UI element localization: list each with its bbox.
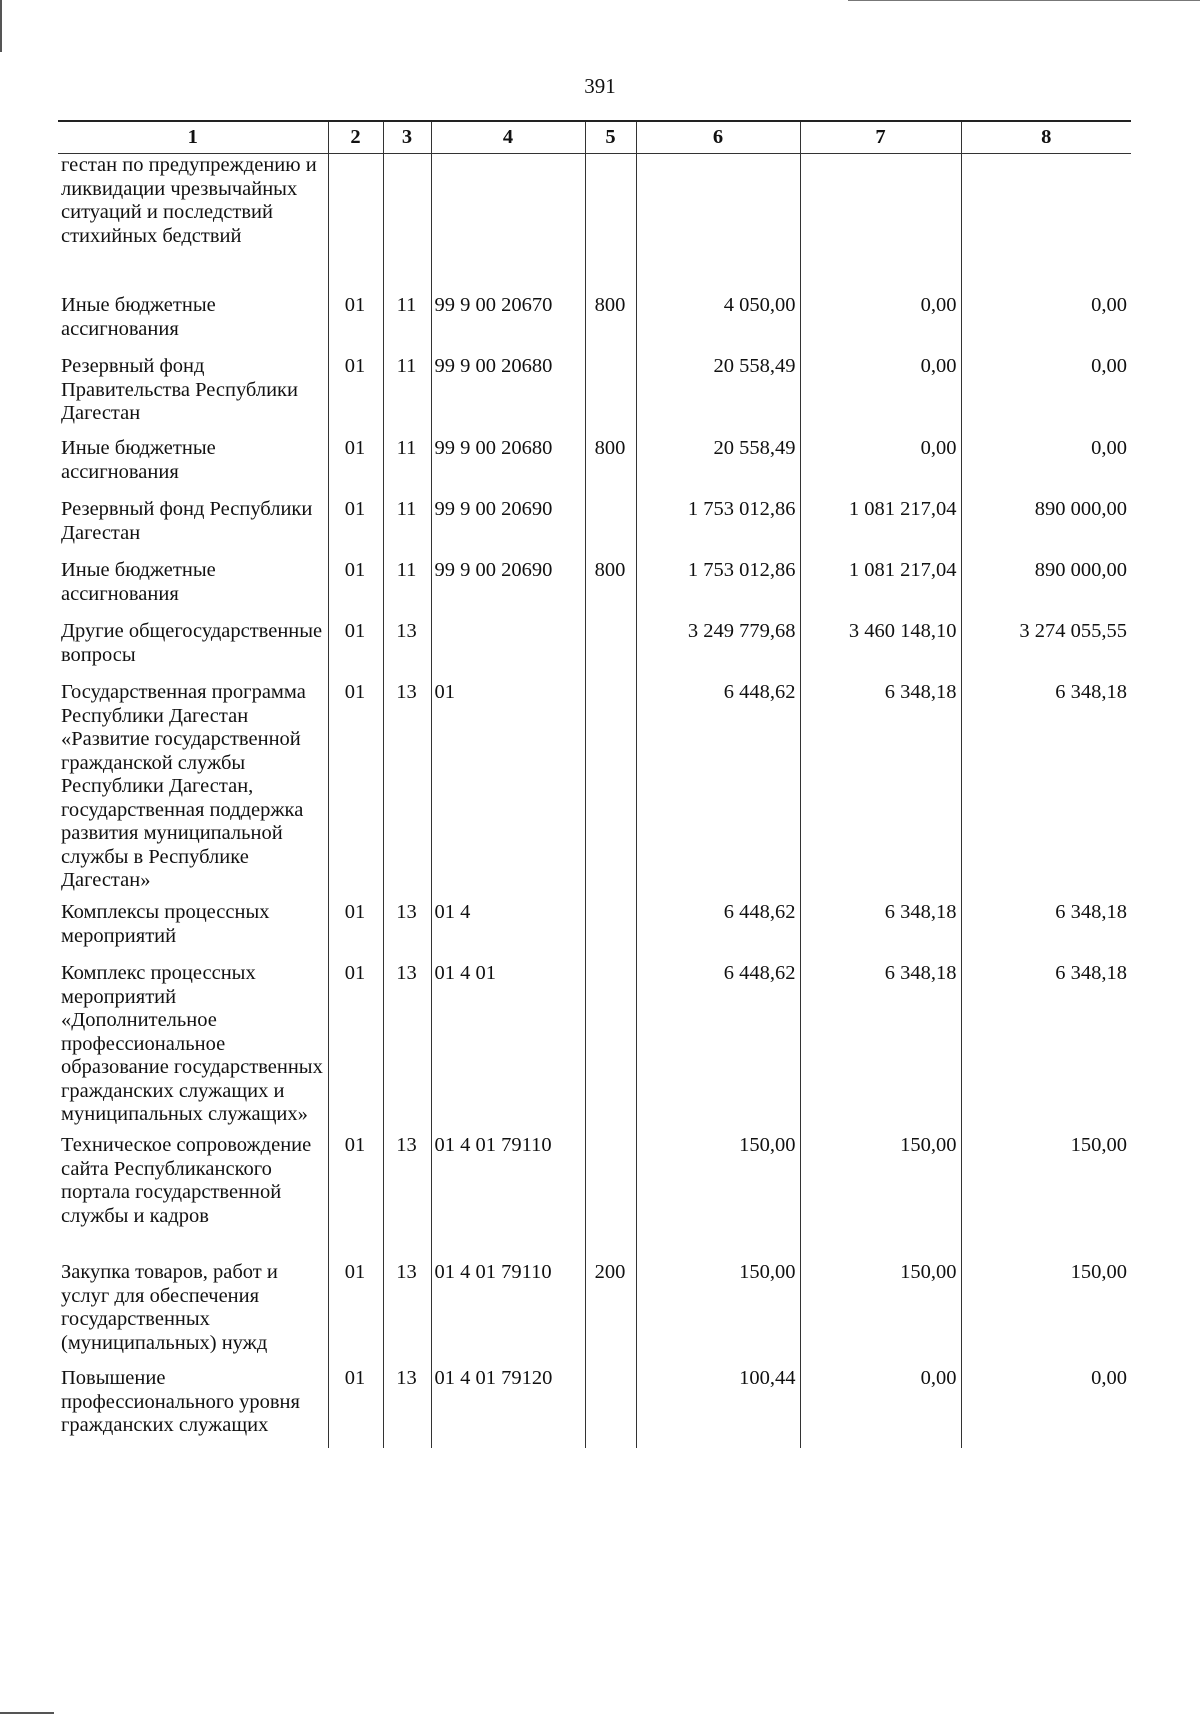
amount-year-1-cell: 3 249 779,68 <box>636 620 800 681</box>
subsection-code-cell: 11 <box>383 294 431 355</box>
table-row <box>58 681 1131 901</box>
section-code-cell: 01 <box>328 681 383 901</box>
row-name-cell: Иные бюджетные ассигнования <box>61 559 216 605</box>
amount-year-2-cell: 0,00 <box>800 1367 961 1448</box>
subsection-code-cell <box>383 154 431 295</box>
amount-year-1-cell: 100,44 <box>636 1367 800 1448</box>
subsection-code-cell: 11 <box>383 559 431 620</box>
expense-type-cell <box>585 1367 636 1448</box>
target-article-cell: 01 <box>431 681 585 901</box>
amount-year-3-cell: 890 000,00 <box>961 559 1131 620</box>
section-code-cell: 01 <box>328 294 383 355</box>
section-code-cell <box>328 154 383 295</box>
table-row <box>58 620 1131 681</box>
amount-year-3-cell: 150,00 <box>961 1134 1131 1261</box>
target-article-cell: 99 9 00 20690 <box>431 498 585 559</box>
amount-year-1-cell: 1 753 012,86 <box>636 498 800 559</box>
row-name-cell: Иные бюджетные ассигнования <box>61 437 216 483</box>
amount-year-3-cell: 890 000,00 <box>961 498 1131 559</box>
column-header: 1 <box>58 121 328 154</box>
table-row <box>58 559 1131 620</box>
section-code-cell: 01 <box>328 1261 383 1367</box>
row-name-cell: Иные бюджетные ассигнования <box>61 294 216 340</box>
table-row <box>58 154 1131 295</box>
amount-year-1-cell: 150,00 <box>636 1134 800 1261</box>
expense-type-cell: 800 <box>585 559 636 620</box>
amount-year-1-cell: 1 753 012,86 <box>636 559 800 620</box>
scan-edge-line-top <box>848 0 1200 1</box>
target-article-cell: 99 9 00 20690 <box>431 559 585 620</box>
row-name-cell: Государственная программа Республики Дагестан «Развитие государственной гражданской службы Республики Дагестан, государственная поддержка развития муниципальной службы в Республике Дагестан» <box>61 681 306 891</box>
expense-type-cell <box>585 498 636 559</box>
row-name-cell: Комплексы процессных мероприятий <box>61 901 270 947</box>
amount-year-3-cell: 3 274 055,55 <box>961 620 1131 681</box>
target-article-cell: 01 4 01 79120 <box>431 1367 585 1448</box>
subsection-code-cell: 13 <box>383 681 431 901</box>
row-name-cell: Закупка товаров, работ и услуг для обеспечения государственных (муниципальных) нужд <box>61 1261 278 1354</box>
expense-type-cell: 800 <box>585 437 636 498</box>
target-article-cell: 01 4 01 <box>431 962 585 1134</box>
amount-year-3-cell: 6 348,18 <box>961 901 1131 962</box>
amount-year-3-cell: 6 348,18 <box>961 962 1131 1134</box>
target-article-cell: 01 4 <box>431 901 585 962</box>
amount-year-3-cell <box>961 154 1131 295</box>
amount-year-1-cell: 4 050,00 <box>636 294 800 355</box>
table-body <box>58 154 1131 1449</box>
subsection-code-cell: 13 <box>383 620 431 681</box>
column-header: 6 <box>636 121 800 154</box>
subsection-code-cell: 11 <box>383 355 431 437</box>
subsection-code-cell: 11 <box>383 437 431 498</box>
row-name-cell: Комплекс процессных мероприятий «Дополнительное профессиональное образование государственных гражданских служащих и муниципальных служащих» <box>61 962 323 1125</box>
amount-year-2-cell <box>800 154 961 295</box>
amount-year-3-cell: 0,00 <box>961 294 1131 355</box>
target-article-cell: 99 9 00 20680 <box>431 355 585 437</box>
expense-type-cell <box>585 901 636 962</box>
target-article-cell: 99 9 00 20670 <box>431 294 585 355</box>
target-article-cell <box>431 154 585 295</box>
expense-type-cell <box>585 1134 636 1261</box>
target-article-cell: 99 9 00 20680 <box>431 437 585 498</box>
section-code-cell: 01 <box>328 901 383 962</box>
expense-type-cell <box>585 355 636 437</box>
row-name-cell: Другие общегосударственные вопросы <box>61 620 323 666</box>
column-header: 5 <box>585 121 636 154</box>
expense-type-cell: 800 <box>585 294 636 355</box>
table-row <box>58 901 1131 962</box>
table-row <box>58 962 1131 1134</box>
section-code-cell: 01 <box>328 498 383 559</box>
subsection-code-cell: 13 <box>383 1261 431 1367</box>
table-row <box>58 1261 1131 1367</box>
target-article-cell <box>431 620 585 681</box>
page-number: 391 <box>584 74 616 98</box>
amount-year-2-cell: 150,00 <box>800 1261 961 1367</box>
amount-year-1-cell <box>636 154 800 295</box>
table-row <box>58 1367 1131 1448</box>
amount-year-2-cell: 6 348,18 <box>800 901 961 962</box>
amount-year-3-cell: 6 348,18 <box>961 681 1131 901</box>
column-header: 4 <box>431 121 585 154</box>
column-header: 7 <box>800 121 961 154</box>
amount-year-1-cell: 6 448,62 <box>636 681 800 901</box>
section-code-cell: 01 <box>328 620 383 681</box>
subsection-code-cell: 13 <box>383 962 431 1134</box>
expense-type-cell <box>585 620 636 681</box>
section-code-cell: 01 <box>328 962 383 1134</box>
row-name-cell: Техническое сопровождение сайта Республиканского портала государственной службы и кадров <box>61 1134 312 1227</box>
amount-year-3-cell: 0,00 <box>961 437 1131 498</box>
amount-year-1-cell: 150,00 <box>636 1261 800 1367</box>
amount-year-3-cell: 0,00 <box>961 355 1131 437</box>
table-row <box>58 437 1131 498</box>
subsection-code-cell: 11 <box>383 498 431 559</box>
section-code-cell: 01 <box>328 559 383 620</box>
section-code-cell: 01 <box>328 1134 383 1261</box>
expense-type-cell <box>585 681 636 901</box>
scan-edge-line-left <box>0 0 2 52</box>
row-name-cell: гестан по предупреждению и ликвидации чрезвычайных ситуаций и последствий стихийных бедствий <box>61 154 317 247</box>
amount-year-2-cell: 6 348,18 <box>800 962 961 1134</box>
table-row <box>58 294 1131 355</box>
subsection-code-cell: 13 <box>383 1134 431 1261</box>
section-code-cell: 01 <box>328 437 383 498</box>
amount-year-2-cell: 0,00 <box>800 355 961 437</box>
table-row <box>58 355 1131 437</box>
column-header-row <box>58 121 1131 154</box>
amount-year-1-cell: 6 448,62 <box>636 962 800 1134</box>
amount-year-2-cell: 3 460 148,10 <box>800 620 961 681</box>
row-name-cell: Повышение профессионального уровня гражданских служащих <box>61 1367 300 1436</box>
amount-year-2-cell: 1 081 217,04 <box>800 498 961 559</box>
amount-year-3-cell: 150,00 <box>961 1261 1131 1367</box>
section-code-cell: 01 <box>328 355 383 437</box>
target-article-cell: 01 4 01 79110 <box>431 1261 585 1367</box>
section-code-cell: 01 <box>328 1367 383 1448</box>
amount-year-2-cell: 0,00 <box>800 294 961 355</box>
row-name-cell: Резервный фонд Правительства Республики Дагестан <box>61 355 298 424</box>
target-article-cell: 01 4 01 79110 <box>431 1134 585 1261</box>
expense-type-cell <box>585 962 636 1134</box>
amount-year-2-cell: 150,00 <box>800 1134 961 1261</box>
amount-year-1-cell: 20 558,49 <box>636 355 800 437</box>
column-header: 8 <box>961 121 1131 154</box>
scan-edge-line-bottom <box>0 1712 54 1714</box>
column-header: 3 <box>383 121 431 154</box>
subsection-code-cell: 13 <box>383 901 431 962</box>
row-name-cell: Резервный фонд Республики Дагестан <box>61 498 313 544</box>
column-header: 2 <box>328 121 383 154</box>
amount-year-3-cell: 0,00 <box>961 1367 1131 1448</box>
table-row <box>58 1134 1131 1261</box>
budget-table <box>58 120 1131 1448</box>
subsection-code-cell: 13 <box>383 1367 431 1448</box>
table-row <box>58 498 1131 559</box>
expense-type-cell: 200 <box>585 1261 636 1367</box>
expense-type-cell <box>585 154 636 295</box>
amount-year-1-cell: 20 558,49 <box>636 437 800 498</box>
amount-year-2-cell: 6 348,18 <box>800 681 961 901</box>
amount-year-1-cell: 6 448,62 <box>636 901 800 962</box>
amount-year-2-cell: 1 081 217,04 <box>800 559 961 620</box>
amount-year-2-cell: 0,00 <box>800 437 961 498</box>
